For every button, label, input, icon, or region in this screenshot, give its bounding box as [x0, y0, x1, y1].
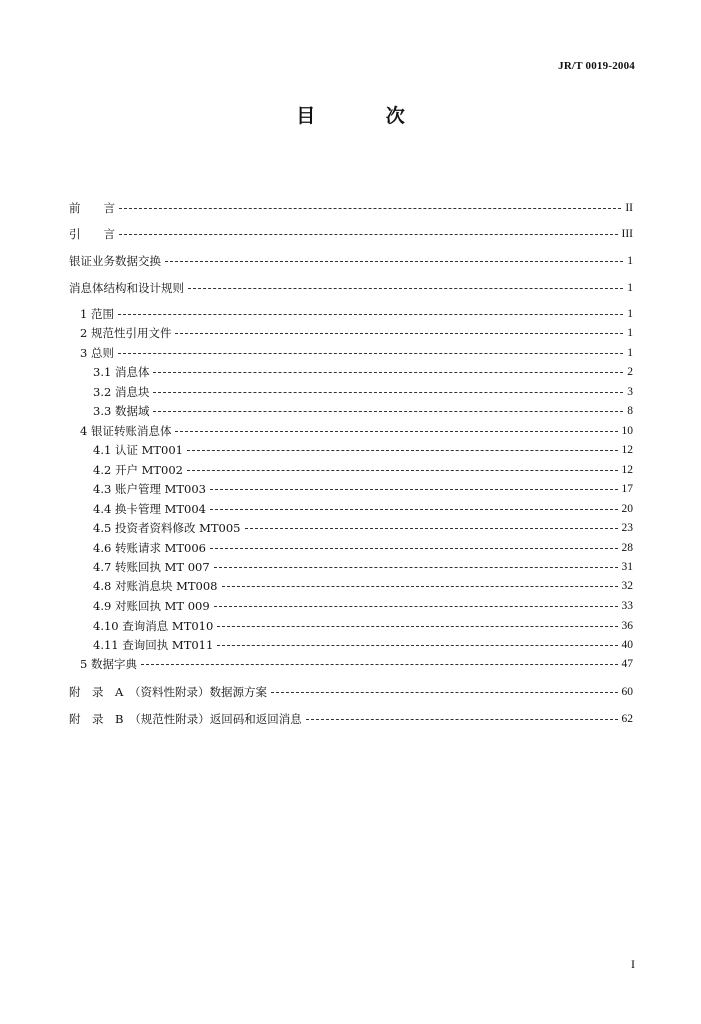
toc-page: III [621, 228, 633, 240]
toc-page: 1 [627, 347, 633, 359]
toc-leader [210, 548, 618, 549]
toc-label: 1 范围 [80, 307, 114, 321]
toc-entry-4-9[interactable] [93, 598, 633, 614]
toc-entry-appendix-a[interactable] [69, 684, 633, 700]
toc-entry-4-10[interactable] [93, 618, 633, 634]
toc-leader [118, 353, 623, 354]
toc-page: 28 [621, 542, 633, 554]
toc-page: 2 [627, 366, 633, 378]
toc-entry-4-11[interactable] [93, 637, 633, 653]
toc-entry-4-3[interactable] [93, 481, 633, 497]
toc-leader [153, 372, 623, 373]
toc-entry-4-6[interactable] [93, 540, 633, 556]
standard-code: JR/T 0019-2004 [558, 60, 635, 72]
toc-leader [210, 489, 618, 490]
toc-label: 3.2 消息块 [93, 385, 150, 399]
toc-label: 附 录 B （规范性附录）返回码和返回消息 [69, 712, 302, 726]
toc-entry-4-2[interactable] [93, 462, 633, 478]
toc-leader [141, 664, 618, 665]
toc-leader [245, 528, 618, 529]
toc-page: 40 [621, 639, 633, 651]
toc-entry-4-7[interactable] [93, 559, 633, 575]
toc-page: 23 [621, 522, 633, 534]
toc-label: 4.6 转账请求 MT006 [93, 541, 206, 555]
toc-entry-preface[interactable] [69, 200, 633, 216]
toc-page: 1 [627, 282, 633, 294]
toc-page: 32 [621, 580, 633, 592]
toc-page: 1 [627, 308, 633, 320]
toc-label: 3.3 数据域 [93, 404, 150, 418]
toc-entry-transfer-messages[interactable] [80, 423, 633, 439]
toc-leader [153, 411, 623, 412]
toc-leader [118, 314, 623, 315]
toc-leader [187, 450, 618, 451]
toc-page: 20 [621, 503, 633, 515]
toc-entry-scope[interactable] [80, 306, 633, 322]
toc-page: 47 [621, 658, 633, 670]
toc-entry-data-exchange[interactable] [69, 253, 633, 269]
toc-leader [214, 606, 618, 607]
toc-label: 4.5 投资者资料修改 MT005 [93, 521, 241, 535]
toc-leader [222, 586, 618, 587]
toc-label: 银证业务数据交换 [69, 254, 161, 268]
toc-page: 62 [621, 713, 633, 725]
toc-label: 4.7 转账回执 MT 007 [93, 560, 210, 574]
toc-label: 引 言 [69, 227, 115, 241]
toc-leader [175, 333, 623, 334]
toc-leader [217, 626, 617, 627]
toc-entry-4-1[interactable] [93, 442, 633, 458]
toc-leader [188, 288, 623, 289]
toc-page: 33 [621, 600, 633, 612]
toc-label: 3 总则 [80, 346, 114, 360]
toc-page: 17 [621, 483, 633, 495]
toc-label: 4.10 查询消息 MT010 [93, 619, 214, 633]
toc-leader [306, 719, 618, 720]
toc-leader [119, 234, 618, 235]
toc-page: 1 [627, 327, 633, 339]
toc-leader [217, 645, 617, 646]
toc-entry-appendix-b[interactable] [69, 711, 633, 727]
toc-label: 4.4 换卡管理 MT004 [93, 502, 206, 516]
toc-entry-3-3[interactable] [93, 403, 633, 419]
toc-leader [271, 692, 617, 693]
toc-label: 4.11 查询回执 MT011 [93, 638, 214, 652]
toc-page: 12 [621, 444, 633, 456]
toc-page: 60 [621, 686, 633, 698]
toc-entry-structure-rules[interactable] [69, 280, 633, 296]
toc-entry-general[interactable] [80, 345, 633, 361]
toc-label: 3.1 消息体 [93, 365, 150, 379]
toc-label: 4.1 认证 MT001 [93, 443, 183, 457]
toc-entry-references[interactable] [80, 325, 633, 341]
toc-page: 31 [621, 561, 633, 573]
toc-label: 4.8 对账消息块 MT008 [93, 579, 218, 593]
toc-page: 36 [621, 620, 633, 632]
toc-label: 2 规范性引用文件 [80, 326, 172, 340]
page-title: 目 次 [296, 105, 437, 127]
toc-leader [153, 392, 623, 393]
toc-label: 4.3 账户管理 MT003 [93, 482, 206, 496]
toc-leader [187, 470, 618, 471]
toc-page: 8 [627, 405, 633, 417]
toc-leader [119, 208, 621, 209]
toc-leader [214, 567, 618, 568]
toc-page: 1 [627, 255, 633, 267]
toc-label: 4.9 对账回执 MT 009 [93, 599, 210, 613]
toc-label: 消息体结构和设计规则 [69, 281, 184, 295]
toc-entry-data-dictionary[interactable] [80, 656, 633, 672]
toc-leader [165, 261, 623, 262]
toc-page: II [625, 202, 633, 214]
toc-leader [210, 509, 618, 510]
toc-label: 附 录 A （资料性附录）数据源方案 [69, 685, 268, 699]
toc-entry-3-1[interactable] [93, 364, 633, 380]
toc-page: 12 [621, 464, 633, 476]
toc-page: 10 [621, 425, 633, 437]
toc-label: 5 数据字典 [80, 657, 137, 671]
toc-page: 3 [627, 386, 633, 398]
toc-entry-introduction[interactable] [69, 226, 633, 242]
toc-leader [175, 431, 617, 432]
toc-entry-3-2[interactable] [93, 384, 633, 400]
toc-label: 4 银证转账消息体 [80, 424, 172, 438]
page-number: I [631, 957, 635, 971]
toc-label: 4.2 开户 MT002 [93, 463, 183, 477]
toc-entry-4-8[interactable] [93, 578, 633, 594]
toc-entry-4-5[interactable] [93, 520, 633, 536]
toc-label: 前 言 [69, 201, 115, 215]
toc-entry-4-4[interactable] [93, 501, 633, 517]
